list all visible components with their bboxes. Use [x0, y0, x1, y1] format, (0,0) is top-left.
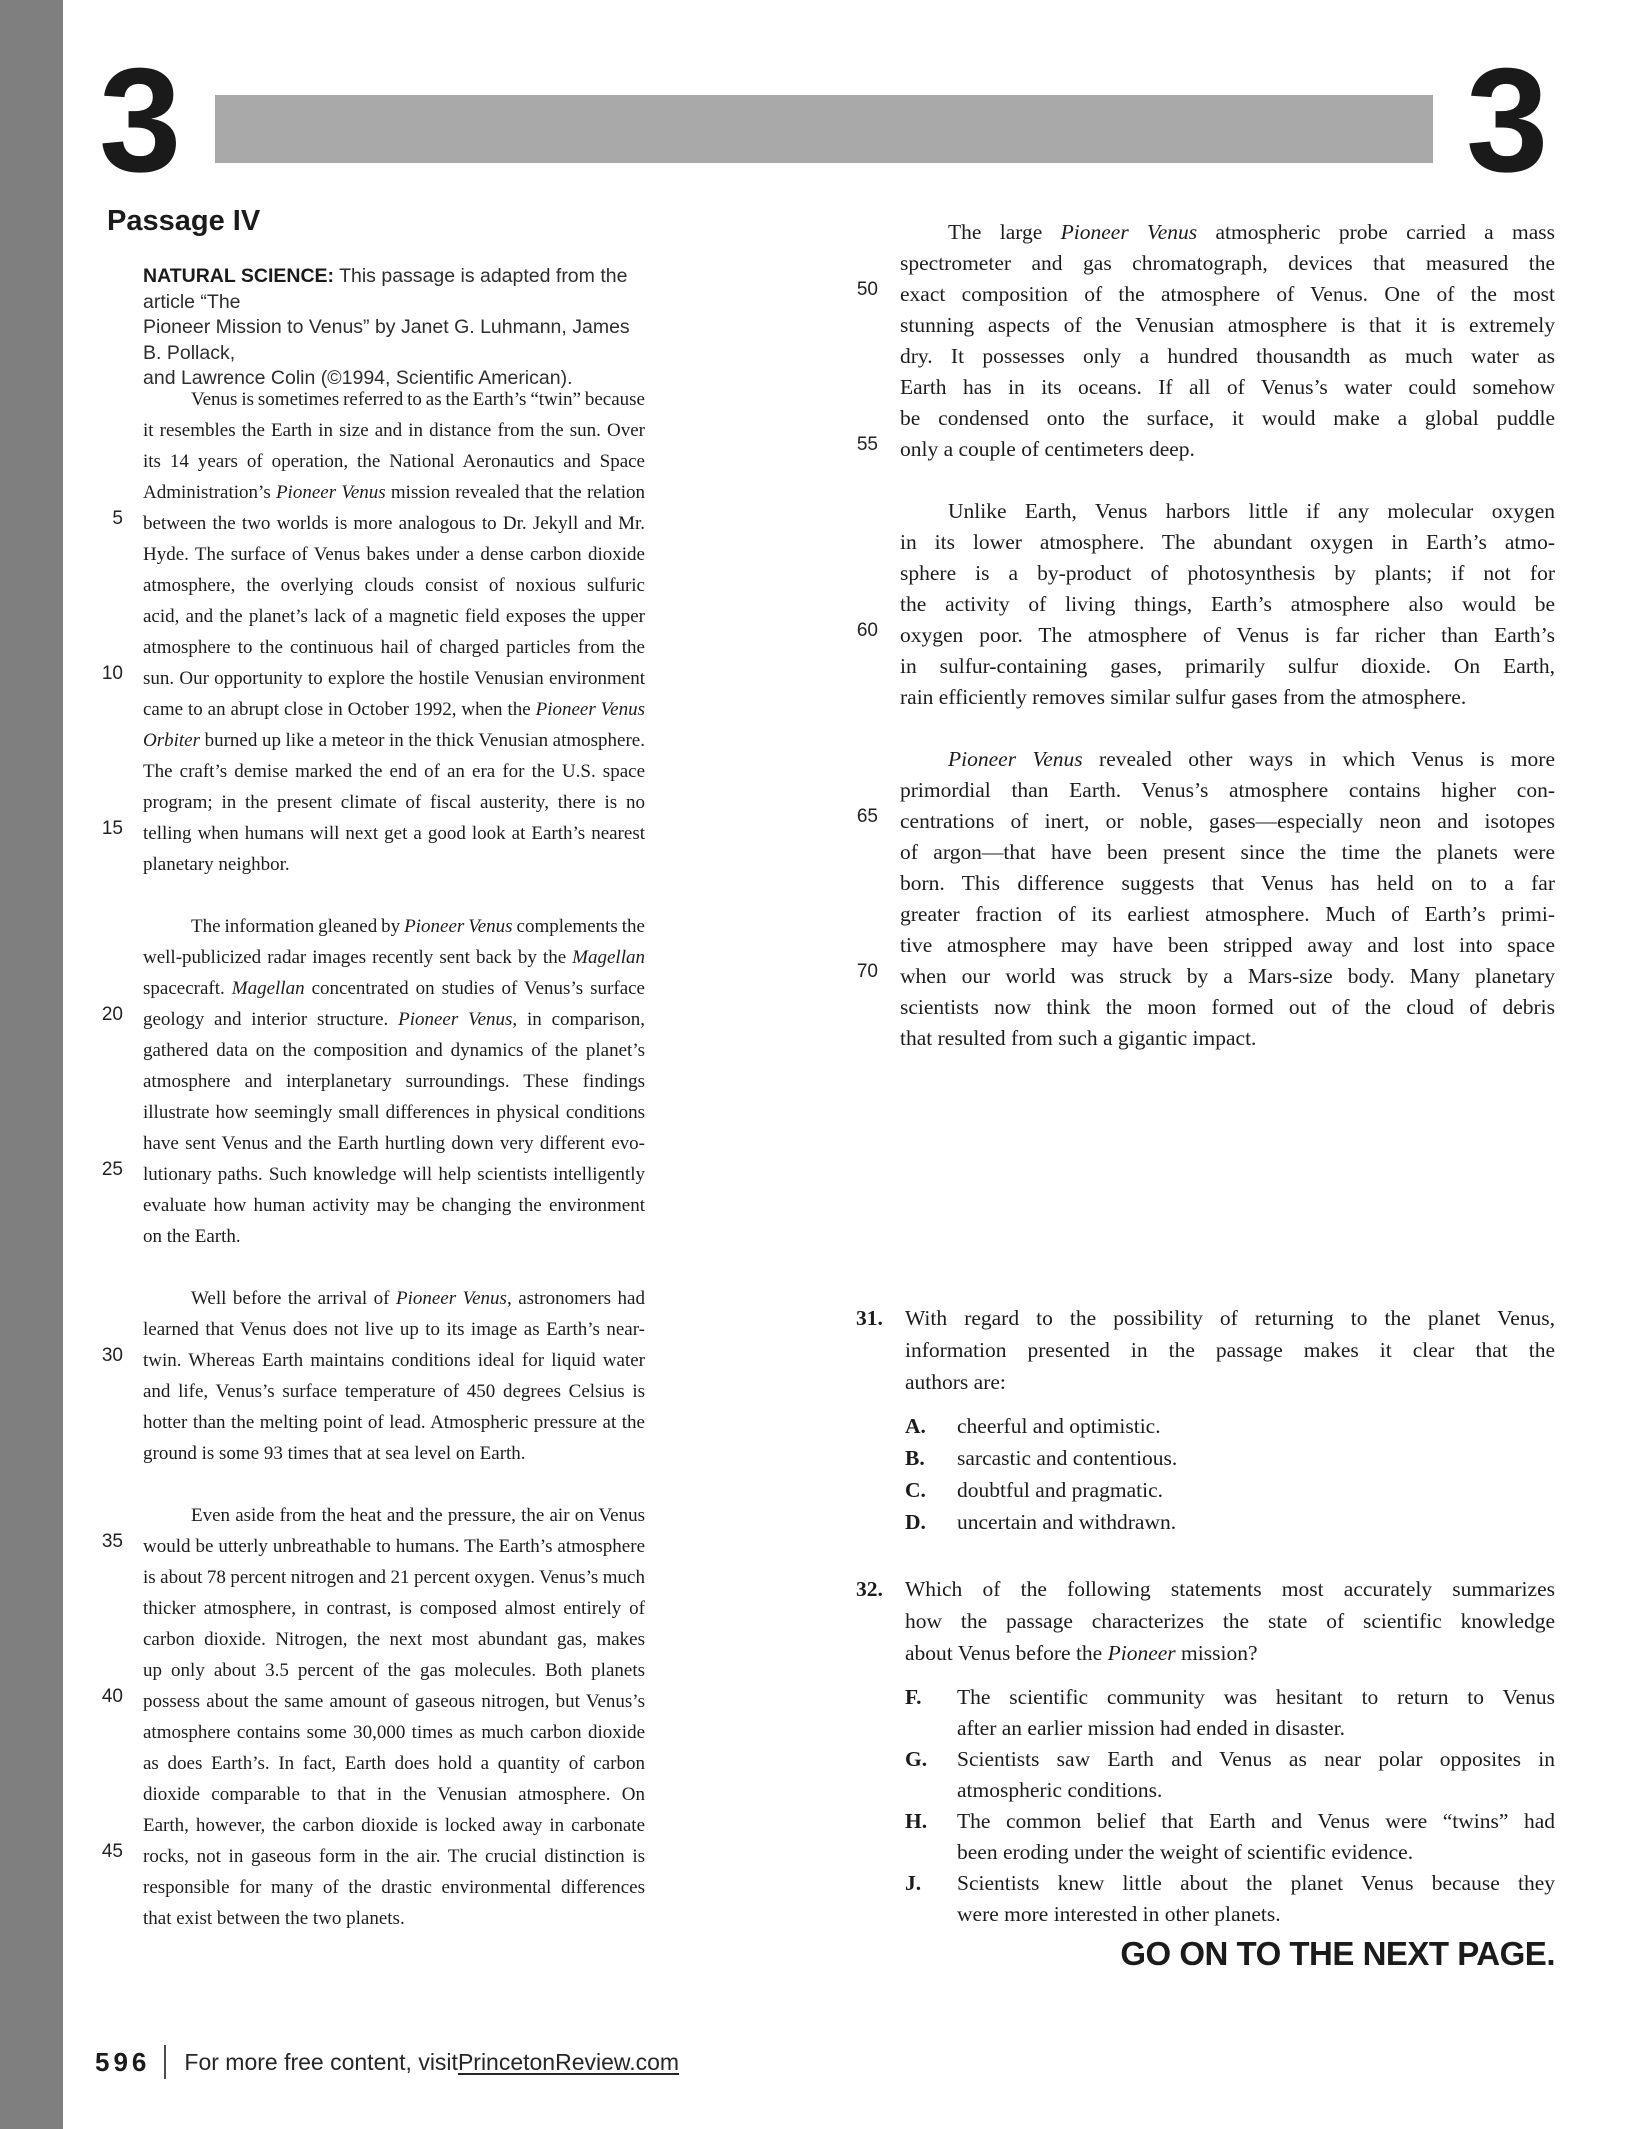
choice-letter: G.: [905, 1747, 928, 1771]
paragraph: [101, 911, 645, 1252]
passage-line: the activity of living things, Earth’s atmosphere also would be: [900, 592, 1555, 616]
passage-line: rain efficiently removes similar sulfur gases from the atmosphere.: [900, 685, 1467, 709]
line-number: 60: [856, 620, 878, 641]
line-number: 55: [856, 434, 878, 455]
section-number-left: 3: [99, 38, 178, 203]
passage-line: when our world was struck by a Mars-size body. Many planetary 70: [900, 961, 1555, 992]
passage-line: The information gleaned by Pioneer Venus complements the: [191, 916, 645, 937]
passage-line: atmosphere and interplanetary surroundings. These findings: [143, 1071, 645, 1092]
passage-line: acid, and the planet’s lack of a magnetic field exposes the upper: [143, 606, 645, 627]
answer-choice: [905, 1410, 1560, 1442]
choice-text: [957, 1506, 1555, 1538]
answer-choice: [905, 1442, 1560, 1474]
footer-divider: [164, 2045, 166, 2079]
passage-line: its 14 years of operation, the National Aeronautics and Space: [143, 451, 645, 472]
line-number: 50: [856, 279, 878, 300]
passage-line: evaluate how human activity may be changing the environment: [143, 1195, 645, 1216]
passage-line: sun. Our opportunity to explore the hostile Venusian environment 10: [143, 663, 645, 694]
passage-line: atmosphere, the overlying clouds consist of noxious sulfuric: [143, 575, 645, 596]
choice-text: [957, 1682, 1555, 1744]
question-number: 31.: [856, 1306, 883, 1330]
choice-line: were more interested in other planets.: [957, 1902, 1281, 1926]
passage-line: atmosphere to the continuous hail of charged particles from the: [143, 637, 645, 658]
passage-line: centrations of inert, or noble, gases—especially neon and isotopes 65: [900, 806, 1555, 837]
passage-line: Earth has in its oceans. If all of Venus’s water could somehow: [900, 375, 1555, 399]
choice-line: atmospheric conditions.: [957, 1778, 1163, 1802]
passage-line: well-publicized radar images recently sent back by the Magellan: [143, 947, 645, 968]
choice-text: [957, 1442, 1555, 1474]
passage-line: is about 78 percent nitrogen and 21 percent oxygen. Venus’s much: [143, 1567, 645, 1588]
stem-line: how the passage characterizes the state of scientific knowledge: [905, 1609, 1555, 1633]
choice-text: [957, 1474, 1555, 1506]
question-number: 32.: [856, 1577, 883, 1601]
choice-letter: C.: [905, 1478, 926, 1502]
passage-line: exact composition of the atmosphere of Venus. One of the most 50: [900, 279, 1555, 310]
passage-line: atmosphere contains some 30,000 times as much carbon dioxide: [143, 1722, 645, 1743]
answer-choice: [905, 1682, 1560, 1744]
passage-line: between the two worlds is more analogous to Dr. Jekyll and Mr. 5: [143, 508, 645, 539]
answer-choice: [905, 1806, 1560, 1868]
passage-line: rocks, not in gaseous form in the air. The crucial distinction is 45: [143, 1841, 645, 1872]
passage-line: learned that Venus does not live up to its image as Earth’s near-: [143, 1319, 645, 1340]
answer-choice: [905, 1474, 1560, 1506]
line-number: 30: [101, 1345, 123, 1366]
choice-line: uncertain and withdrawn.: [957, 1510, 1177, 1534]
choice-letter: A.: [905, 1414, 926, 1438]
choice-letter: D.: [905, 1510, 926, 1534]
passage-line: lutionary paths. Such knowledge will help scientists intelligently 25: [143, 1159, 645, 1190]
answer-choice: [905, 1868, 1560, 1930]
passage-line: dioxide comparable to that in the Venusian atmosphere. On: [143, 1784, 645, 1805]
line-number: 20: [101, 1004, 123, 1025]
passage-line: carbon dioxide. Nitrogen, the next most abundant gas, makes: [143, 1629, 645, 1650]
choice-line: been eroding under the weight of scientific evidence.: [957, 1840, 1414, 1864]
passage-line: Orbiter burned up like a meteor in the thick Venusian atmosphere.: [143, 730, 645, 751]
choice-text: [957, 1410, 1555, 1442]
passage-line: came to an abrupt close in October 1992, when the Pioneer Venus: [143, 699, 645, 720]
passage-line: Even aside from the heat and the pressure, the air on Venus: [191, 1505, 645, 1526]
answer-choices: [856, 1410, 1560, 1538]
passage-line: responsible for many of the drastic environmental differences: [143, 1877, 645, 1898]
stem-line: authors are:: [905, 1370, 1006, 1394]
passage-line: geology and interior structure. Pioneer Venus, in comparison, 20: [143, 1004, 645, 1035]
paragraph: [101, 1500, 645, 1934]
intro-line: NATURAL SCIENCE: This passage is adapted from the article “The: [143, 265, 628, 313]
answer-choices: [856, 1682, 1560, 1930]
stem-line: about Venus before the Pioneer mission?: [905, 1641, 1258, 1665]
passage-line: Unlike Earth, Venus harbors little if any molecular oxygen: [948, 499, 1555, 523]
choice-text: [957, 1868, 1555, 1930]
page-number: 596: [95, 2047, 151, 2077]
passage-line: stunning aspects of the Venusian atmosphere is that it is extremely: [900, 313, 1555, 337]
question-stem: [905, 1573, 1555, 1669]
line-number: 40: [101, 1686, 123, 1707]
passage-line: tive atmosphere may have been stripped away and lost into space: [900, 933, 1555, 957]
passage-line: spacecraft. Magellan concentrated on studies of Venus’s surface: [143, 978, 645, 999]
stem-line: With regard to the possibility of returning to the planet Venus,: [905, 1306, 1555, 1330]
choice-line: The scientific community was hesitant to return to Venus: [957, 1685, 1555, 1709]
passage-line: Hyde. The surface of Venus bakes under a dense carbon dioxide: [143, 544, 645, 565]
section-number-right: 3: [1466, 38, 1545, 203]
line-number: 35: [101, 1531, 123, 1552]
choice-letter: H.: [905, 1809, 928, 1833]
passage-line: twin. Whereas Earth maintains conditions ideal for liquid water 30: [143, 1345, 645, 1376]
passage-line: thicker atmosphere, in contrast, is composed almost entirely of: [143, 1598, 645, 1619]
passage-line: only a couple of centimeters deep. 55: [900, 434, 1555, 465]
header-bar: [215, 95, 1433, 163]
passage-line: possess about the same amount of gaseous nitrogen, but Venus’s 40: [143, 1686, 645, 1717]
passage-line: primordial than Earth. Venus’s atmosphere contains higher con-: [900, 778, 1555, 802]
choice-text: [957, 1744, 1555, 1806]
choice-line: doubtful and pragmatic.: [957, 1478, 1163, 1502]
passage-line: in its lower atmosphere. The abundant oxygen in Earth’s atmo-: [900, 530, 1555, 554]
question-31: [856, 1302, 1560, 1538]
paragraph: [856, 217, 1556, 465]
passage-line: spectrometer and gas chromatograph, devices that measured the: [900, 251, 1555, 275]
passage-line: of argon—that have been present since the time the planets were: [900, 840, 1555, 864]
choice-text: [957, 1806, 1555, 1868]
passage-line: that resulted from such a gigantic impact.: [900, 1026, 1257, 1050]
line-number: 65: [856, 806, 878, 827]
passage-line: program; in the present climate of fiscal austerity, there is no: [143, 792, 645, 813]
choice-line: The common belief that Earth and Venus were “twins” had: [957, 1809, 1555, 1833]
passage-line: that exist between the two planets.: [143, 1908, 405, 1929]
passage-line: Administration’s Pioneer Venus mission revealed that the relation: [143, 482, 645, 503]
choice-line: after an earlier mission had ended in disaster.: [957, 1716, 1346, 1740]
passage-line: Pioneer Venus revealed other ways in which Venus is more: [948, 747, 1555, 771]
passage-line: telling when humans will next get a good look at Earth’s nearest 15: [143, 818, 645, 849]
choice-line: sarcastic and contentious.: [957, 1446, 1178, 1470]
passage-line: Venus is sometimes referred to as the Earth’s “twin” because: [191, 389, 645, 410]
passage-line: Earth, however, the carbon dioxide is locked away in carbonate: [143, 1815, 645, 1836]
page-edge-strip: [0, 0, 63, 2129]
passage-line: oxygen poor. The atmosphere of Venus is far richer than Earth’s 60: [900, 620, 1555, 651]
answer-choice: [905, 1744, 1560, 1806]
line-number: 10: [101, 663, 123, 684]
intro-line: and Lawrence Colin (©1994, Scientific American).: [143, 367, 573, 389]
stem-line: Which of the following statements most accurately summarizes: [905, 1577, 1555, 1601]
passage-line: as does Earth’s. In fact, Earth does hold a quantity of carbon: [143, 1753, 645, 1774]
choice-line: Scientists saw Earth and Venus as near polar opposites in: [957, 1747, 1555, 1771]
paragraph: [856, 496, 1555, 713]
passage-line: Well before the arrival of Pioneer Venus, astronomers had: [191, 1288, 645, 1309]
passage-line: and life, Venus’s surface temperature of 450 degrees Celsius is: [143, 1381, 645, 1402]
question-32: [856, 1573, 1560, 1930]
passage-line: greater fraction of its earliest atmosphere. Much of Earth’s primi-: [900, 902, 1555, 926]
passage-line: illustrate how seemingly small differences in physical conditions: [143, 1102, 645, 1123]
choice-letter: J.: [905, 1871, 922, 1895]
intro-line: Pioneer Mission to Venus” by Janet G. Luhmann, James B. Pollack,: [143, 316, 630, 364]
footer-text: For more free content, visit: [184, 2048, 458, 2075]
line-number: 15: [101, 818, 123, 839]
passage-intro: [143, 264, 643, 392]
passage-line: scientists now think the moon formed out of the cloud of debris: [900, 995, 1555, 1019]
passage-column-right: [856, 217, 1556, 1054]
passage-line: it resembles the Earth in size and in distance from the sun. Over: [143, 420, 645, 441]
passage-line: on the Earth.: [143, 1226, 241, 1247]
passage-line: gathered data on the composition and dynamics of the planet’s: [143, 1040, 645, 1061]
stem-line: information presented in the passage makes it clear that the: [905, 1338, 1555, 1362]
choice-letter: F.: [905, 1685, 922, 1709]
passage-line: The large Pioneer Venus atmospheric probe carried a mass: [948, 220, 1556, 244]
passage-line: ground is some 93 times that at sea level on Earth.: [143, 1443, 526, 1464]
paragraph: [856, 744, 1555, 1054]
line-number: 45: [101, 1841, 123, 1862]
line-number: 25: [101, 1159, 123, 1180]
passage-line: be condensed onto the surface, it would make a global puddle: [900, 406, 1555, 430]
paragraph: [101, 384, 645, 880]
passage-line: have sent Venus and the Earth hurtling down very different evo-: [143, 1133, 645, 1154]
passage-line: up only about 3.5 percent of the gas molecules. Both planets: [143, 1660, 645, 1681]
choice-line: Scientists knew little about the planet Venus because they: [957, 1871, 1555, 1895]
question-stem: [905, 1302, 1555, 1398]
passage-line: hotter than the melting point of lead. Atmospheric pressure at the: [143, 1412, 645, 1433]
passage-line: would be utterly unbreathable to humans. The Earth’s atmosphere 35: [143, 1531, 645, 1562]
paragraph: [101, 1283, 645, 1469]
princeton-review-link[interactable]: PrincetonReview.com: [457, 2048, 680, 2075]
answer-choice: [905, 1506, 1560, 1538]
page-footer: [95, 2042, 679, 2082]
choice-line: cheerful and optimistic.: [957, 1414, 1161, 1438]
line-number: 70: [856, 961, 878, 982]
passage-line: planetary neighbor.: [143, 854, 290, 875]
choice-letter: B.: [905, 1446, 925, 1470]
passage-line: sphere is a by-product of photosynthesis by plants; if not for: [900, 561, 1555, 585]
passage-column-left: [101, 384, 645, 1934]
go-on-notice: GO ON TO THE NEXT PAGE.: [1120, 1935, 1555, 1972]
line-number: 5: [112, 508, 123, 529]
passage-line: dry. It possesses only a hundred thousandth as much water as: [900, 344, 1555, 368]
passage-line: The craft’s demise marked the end of an era for the U.S. space: [143, 761, 645, 782]
passage-line: in sulfur-containing gases, primarily sulfur dioxide. On Earth,: [900, 654, 1555, 678]
passage-title: Passage IV: [107, 205, 261, 237]
passage-line: born. This difference suggests that Venus has held on to a far: [900, 871, 1555, 895]
